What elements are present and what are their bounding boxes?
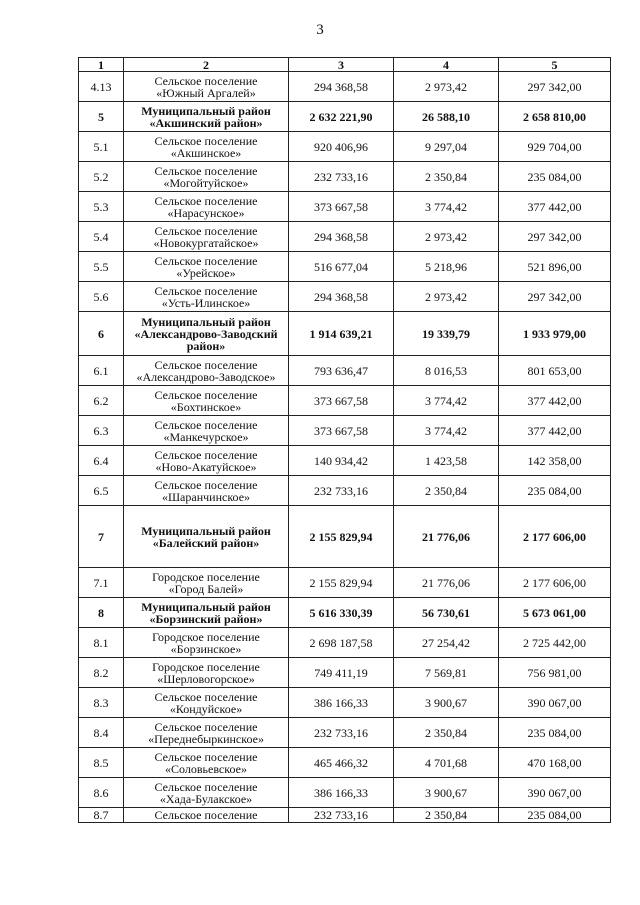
name-line: «Александрово-Заводский <box>134 326 278 341</box>
amount-cell: 793 636,47 <box>289 356 394 386</box>
name-line: Сельское поселение <box>154 133 258 148</box>
row-number-cell: 6.3 <box>79 416 124 446</box>
table-row <box>79 598 611 628</box>
name-cell <box>124 598 289 628</box>
name-line: «Шерловогорское» <box>157 671 255 686</box>
name-line: Сельское поселение <box>154 477 258 492</box>
name-line: Сельское поселение <box>154 779 258 794</box>
amount-cell: 377 442,00 <box>499 416 611 446</box>
row-number-cell: 8.7 <box>79 808 124 823</box>
amount-cell: 5 616 330,39 <box>289 598 394 628</box>
table-row <box>79 778 611 808</box>
amount-cell: 465 466,32 <box>289 748 394 778</box>
name-line: Сельское поселение <box>154 223 258 238</box>
amount-cell: 232 733,16 <box>289 808 394 823</box>
name-line: Сельское поселение <box>154 719 258 734</box>
name-line: «Нарасунское» <box>167 205 245 220</box>
name-cell <box>124 628 289 658</box>
amount-cell: 21 776,06 <box>394 506 499 568</box>
amount-cell: 2 155 829,94 <box>289 568 394 598</box>
name-line: «Новокургатайское» <box>153 235 259 250</box>
header-cell: 3 <box>289 58 394 72</box>
name-line: Муниципальный район <box>141 103 271 118</box>
amount-cell: 19 339,79 <box>394 312 499 356</box>
amount-cell: 3 774,42 <box>394 386 499 416</box>
amount-cell: 232 733,16 <box>289 162 394 192</box>
row-number-cell: 8.2 <box>79 658 124 688</box>
row-number-cell: 6.5 <box>79 476 124 506</box>
name-line: Сельское поселение <box>154 447 258 462</box>
row-number-cell: 5.2 <box>79 162 124 192</box>
amount-cell: 235 084,00 <box>499 162 611 192</box>
amount-cell: 390 067,00 <box>499 688 611 718</box>
amount-cell: 2 632 221,90 <box>289 102 394 132</box>
name-cell <box>124 282 289 312</box>
row-number-cell: 8.1 <box>79 628 124 658</box>
name-cell <box>124 506 289 568</box>
table-row <box>79 72 611 102</box>
amount-cell: 521 896,00 <box>499 252 611 282</box>
amount-cell: 27 254,42 <box>394 628 499 658</box>
header-cell: 5 <box>499 58 611 72</box>
name-line: «Усть-Илинское» <box>161 295 251 310</box>
amount-cell: 26 588,10 <box>394 102 499 132</box>
row-number-cell: 8.5 <box>79 748 124 778</box>
name-cell <box>124 568 289 598</box>
amount-cell: 516 677,04 <box>289 252 394 282</box>
amount-cell: 2 177 606,00 <box>499 506 611 568</box>
amount-cell: 390 067,00 <box>499 778 611 808</box>
row-number-cell: 6 <box>79 312 124 356</box>
name-line: «Акшинский район» <box>149 115 263 130</box>
amount-cell: 2 350,84 <box>394 162 499 192</box>
name-cell <box>124 386 289 416</box>
name-cell <box>124 808 289 823</box>
name-cell <box>124 718 289 748</box>
amount-cell: 2 177 606,00 <box>499 568 611 598</box>
table-row <box>79 312 611 356</box>
name-cell <box>124 446 289 476</box>
amount-cell: 373 667,58 <box>289 386 394 416</box>
name-line: Сельское поселение <box>154 417 258 432</box>
name-line: Сельское поселение <box>154 387 258 402</box>
amount-cell: 235 084,00 <box>499 718 611 748</box>
amount-cell: 5 673 061,00 <box>499 598 611 628</box>
name-line: «Манкечурское» <box>163 429 249 444</box>
amount-cell: 756 981,00 <box>499 658 611 688</box>
row-number-cell: 5.4 <box>79 222 124 252</box>
amount-cell: 2 725 442,00 <box>499 628 611 658</box>
name-cell <box>124 162 289 192</box>
header-cell: 1 <box>79 58 124 72</box>
table-row <box>79 192 611 222</box>
amount-cell: 3 900,67 <box>394 688 499 718</box>
row-number-cell: 6.1 <box>79 356 124 386</box>
table-row <box>79 252 611 282</box>
name-line: «Кондуйское» <box>169 701 243 716</box>
amount-cell: 749 411,19 <box>289 658 394 688</box>
name-line: «Александрово-Заводское» <box>136 369 276 384</box>
amount-cell: 3 774,42 <box>394 416 499 446</box>
name-line: Сельское поселение <box>154 808 258 822</box>
amount-cell: 7 569,81 <box>394 658 499 688</box>
table-row <box>79 132 611 162</box>
amount-cell: 386 166,33 <box>289 778 394 808</box>
amount-cell: 294 368,58 <box>289 222 394 252</box>
amount-cell: 2 350,84 <box>394 476 499 506</box>
table-row <box>79 808 611 823</box>
table-row <box>79 658 611 688</box>
row-number-cell: 8.4 <box>79 718 124 748</box>
table-row <box>79 748 611 778</box>
amount-cell: 1 914 639,21 <box>289 312 394 356</box>
table-row <box>79 688 611 718</box>
header-row <box>79 58 611 72</box>
name-line: Сельское поселение <box>154 357 258 372</box>
name-line: Сельское поселение <box>154 283 258 298</box>
name-cell <box>124 778 289 808</box>
name-cell <box>124 132 289 162</box>
row-number-cell: 5.1 <box>79 132 124 162</box>
name-line: Сельское поселение <box>154 193 258 208</box>
header-cell: 4 <box>394 58 499 72</box>
amount-cell: 297 342,00 <box>499 282 611 312</box>
name-cell <box>124 476 289 506</box>
row-number-cell: 6.4 <box>79 446 124 476</box>
amount-cell: 232 733,16 <box>289 476 394 506</box>
name-line: Сельское поселение <box>154 689 258 704</box>
row-number-cell: 4.13 <box>79 72 124 102</box>
name-line: «Борзинское» <box>170 641 242 656</box>
amount-cell: 142 358,00 <box>499 446 611 476</box>
name-line: «Ново-Акатуйское» <box>155 459 257 474</box>
amount-cell: 235 084,00 <box>499 808 611 823</box>
amount-cell: 3 774,42 <box>394 192 499 222</box>
name-line: Муниципальный район <box>141 599 271 614</box>
amount-cell: 1 933 979,00 <box>499 312 611 356</box>
amount-cell: 3 900,67 <box>394 778 499 808</box>
amount-cell: 56 730,61 <box>394 598 499 628</box>
amount-cell: 1 423,58 <box>394 446 499 476</box>
name-line: Городское поселение <box>152 659 260 674</box>
amount-cell: 2 350,84 <box>394 808 499 823</box>
row-number-cell: 6.2 <box>79 386 124 416</box>
name-line: «Урейское» <box>176 265 236 280</box>
row-number-cell: 8.6 <box>79 778 124 808</box>
row-number-cell: 8 <box>79 598 124 628</box>
page-number: 3 <box>316 22 324 38</box>
name-line: Сельское поселение <box>154 73 258 88</box>
header-cell: 2 <box>124 58 289 72</box>
row-number-cell: 7.1 <box>79 568 124 598</box>
table-row <box>79 386 611 416</box>
name-cell <box>124 252 289 282</box>
amount-cell: 235 084,00 <box>499 476 611 506</box>
name-line: «Акшинское» <box>170 145 242 160</box>
table-row <box>79 416 611 446</box>
amount-cell: 140 934,42 <box>289 446 394 476</box>
name-line: Муниципальный район <box>141 314 271 329</box>
amount-cell: 4 701,68 <box>394 748 499 778</box>
row-number-cell: 5.3 <box>79 192 124 222</box>
amount-cell: 21 776,06 <box>394 568 499 598</box>
name-line: «Шаранчинское» <box>161 489 251 504</box>
name-line: «Соловьевское» <box>165 761 247 776</box>
name-cell <box>124 688 289 718</box>
amount-cell: 377 442,00 <box>499 192 611 222</box>
row-number-cell: 7 <box>79 506 124 568</box>
name-line: «Город Балей» <box>168 581 244 596</box>
row-number-cell: 5 <box>79 102 124 132</box>
table-row <box>79 568 611 598</box>
name-line: «Южный Аргалей» <box>156 85 256 100</box>
amount-cell: 294 368,58 <box>289 72 394 102</box>
amount-cell: 929 704,00 <box>499 132 611 162</box>
name-cell <box>124 192 289 222</box>
amount-cell: 5 218,96 <box>394 252 499 282</box>
amount-cell: 9 297,04 <box>394 132 499 162</box>
amount-cell: 2 658 810,00 <box>499 102 611 132</box>
amount-cell: 920 406,96 <box>289 132 394 162</box>
table-row <box>79 628 611 658</box>
table-row <box>79 356 611 386</box>
table-row <box>79 506 611 568</box>
table-row <box>79 476 611 506</box>
name-line: «Хада-Булакское» <box>159 791 253 806</box>
name-cell <box>124 72 289 102</box>
amount-cell: 2 350,84 <box>394 718 499 748</box>
row-number-cell: 8.3 <box>79 688 124 718</box>
name-cell <box>124 312 289 356</box>
table-row <box>79 446 611 476</box>
table-row <box>79 102 611 132</box>
name-line: Городское поселение <box>152 569 260 584</box>
name-line: Сельское поселение <box>154 163 258 178</box>
name-cell <box>124 416 289 446</box>
amount-cell: 2 973,42 <box>394 222 499 252</box>
amount-cell: 470 168,00 <box>499 748 611 778</box>
amount-cell: 373 667,58 <box>289 416 394 446</box>
name-cell <box>124 222 289 252</box>
name-line: «Бохтинское» <box>170 399 242 414</box>
name-line: район» <box>186 338 226 353</box>
amount-cell: 2 973,42 <box>394 72 499 102</box>
row-number-cell: 5.5 <box>79 252 124 282</box>
name-line: Сельское поселение <box>154 749 258 764</box>
amount-cell: 2 973,42 <box>394 282 499 312</box>
row-number-cell: 5.6 <box>79 282 124 312</box>
name-line: Муниципальный район <box>141 523 271 538</box>
name-line: «Балейский район» <box>152 535 260 550</box>
table-row <box>79 162 611 192</box>
name-line: Сельское поселение <box>154 253 258 268</box>
name-cell <box>124 356 289 386</box>
name-cell <box>124 102 289 132</box>
amount-cell: 801 653,00 <box>499 356 611 386</box>
table-row <box>79 222 611 252</box>
name-cell <box>124 748 289 778</box>
budget-table <box>78 57 611 823</box>
amount-cell: 294 368,58 <box>289 282 394 312</box>
amount-cell: 386 166,33 <box>289 688 394 718</box>
name-line: «Переднебыркинское» <box>148 731 264 746</box>
table-row <box>79 718 611 748</box>
name-line: Городское поселение <box>152 629 260 644</box>
amount-cell: 8 016,53 <box>394 356 499 386</box>
amount-cell: 2 155 829,94 <box>289 506 394 568</box>
name-line: «Борзинский район» <box>149 611 263 626</box>
amount-cell: 297 342,00 <box>499 222 611 252</box>
amount-cell: 297 342,00 <box>499 72 611 102</box>
name-line: «Могойтуйское» <box>163 175 249 190</box>
amount-cell: 377 442,00 <box>499 386 611 416</box>
table-row <box>79 282 611 312</box>
amount-cell: 2 698 187,58 <box>289 628 394 658</box>
amount-cell: 232 733,16 <box>289 718 394 748</box>
name-cell <box>124 658 289 688</box>
amount-cell: 373 667,58 <box>289 192 394 222</box>
